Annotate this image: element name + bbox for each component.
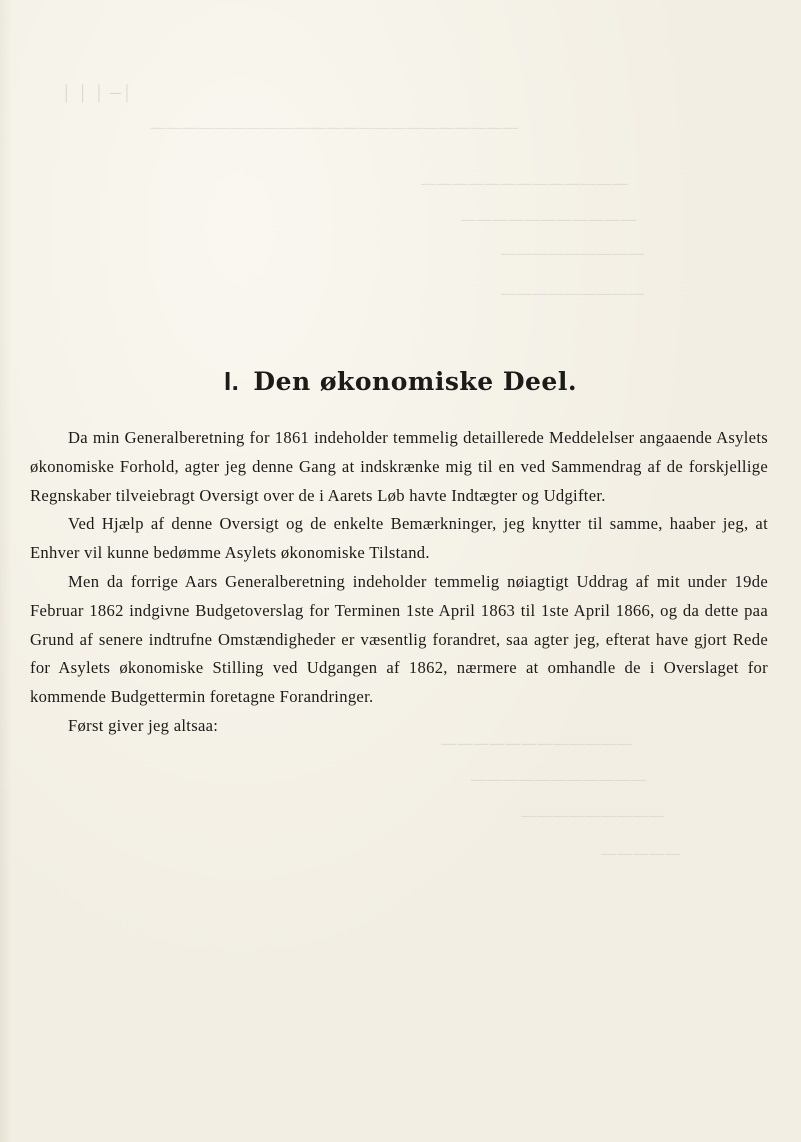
show-through-mark: ————————————— bbox=[420, 176, 628, 192]
show-through-mark: ————— bbox=[600, 846, 680, 862]
paragraph: Først giver jeg altsaa: bbox=[68, 715, 219, 735]
show-through-mark: ———————————— bbox=[440, 736, 632, 752]
section-heading bbox=[0, 366, 801, 397]
section-title: Den økonomiske Deel. bbox=[253, 367, 578, 396]
paragraph: Da min Generalberetning for 1861 indeholder temmelig detaillerede Meddelelser angaaende Asylets økonomiske Forhold, agter jeg denne Gang at indskrænke mig til en ved Sammendrag af de forskjellige Regnskaber tilveiebragt Oversigt over de i Aarets Løb havte Indtægter og Udgifter. bbox=[30, 428, 768, 505]
show-through-mark: ————————— bbox=[500, 246, 644, 262]
show-through-mark: ————————— bbox=[520, 808, 664, 824]
show-through-mark: ————————— bbox=[500, 286, 644, 302]
show-through-mark: ——————————————————————— bbox=[150, 120, 518, 136]
show-through-mark: │─ │ │ │ bbox=[60, 86, 133, 102]
show-through-mark: ——————————— bbox=[460, 212, 636, 228]
paragraph: Ved Hjælp af denne Oversigt og de enkelte Bemærkninger, jeg knytter til samme, haaber jeg, at Enhver vil kunne bedømme Asylets økonomiske Tilstand. bbox=[30, 514, 768, 563]
show-through-mark: ——————————— bbox=[470, 772, 646, 788]
body-text bbox=[30, 424, 768, 741]
section-number: I. bbox=[223, 366, 240, 396]
paragraph: Men da forrige Aars Generalberetning indeholder temmelig nøiagtigt Uddrag af mit under 19de Februar 1862 indgivne Budgetoverslag for Terminen 1ste April 1863 til 1ste April 1866, og da dette paa Grund af senere indtrufne Omstændigheder er væsentlig forandret, saa agter jeg, efterat have gjort Rede for Asylets økonomiske Stilling ved Udgangen af 1862, nærmere at omhandle de i Overslaget for kommende Budgettermin foretagne Forandringer. bbox=[30, 571, 768, 707]
